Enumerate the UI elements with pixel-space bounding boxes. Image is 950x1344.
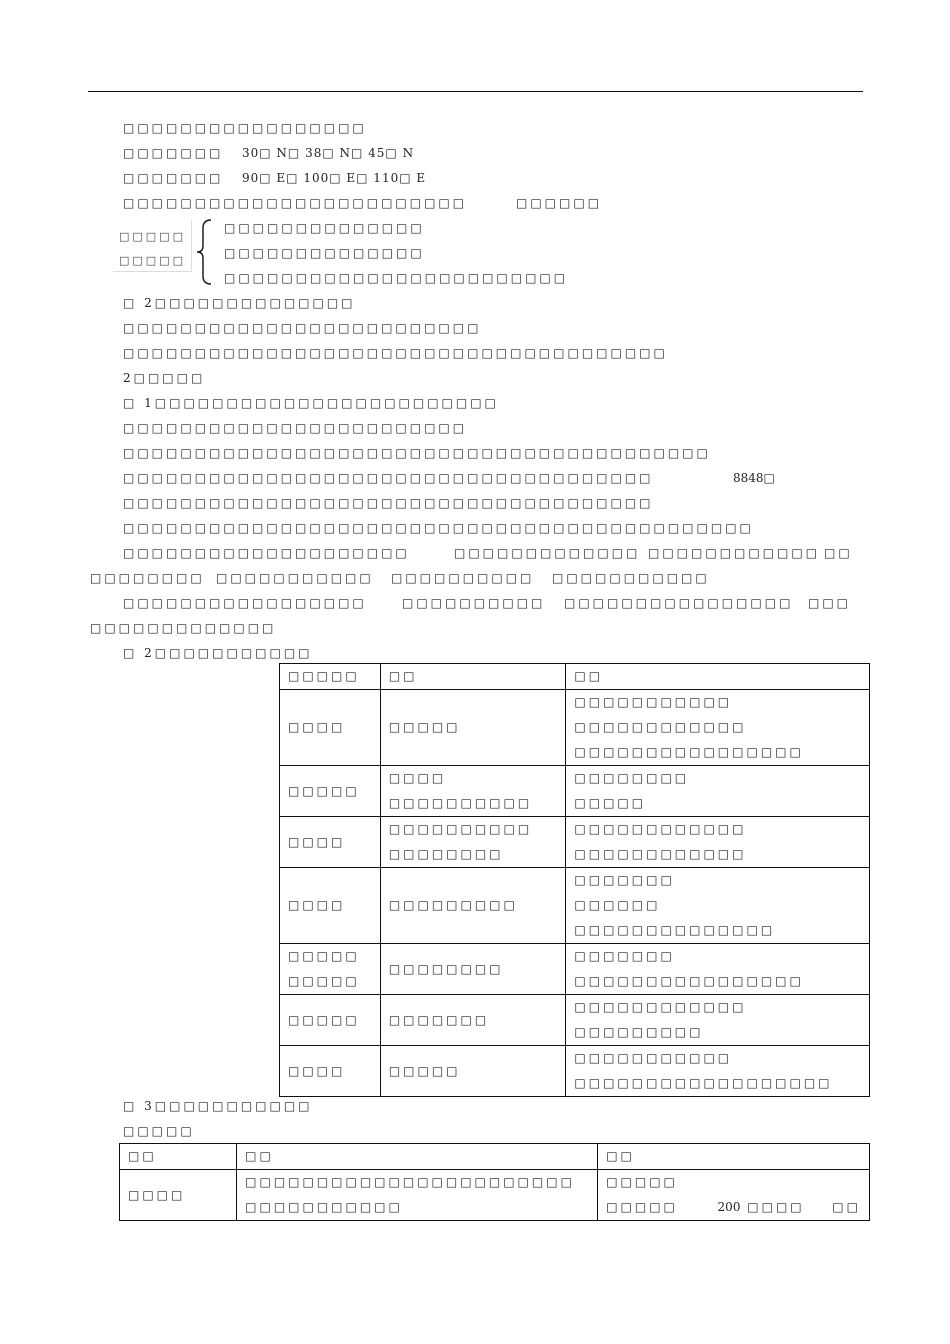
text-line: □□□□□□□□□□□□□□□□□ [123, 596, 367, 610]
table-cell: □□□□□□□□□□□□□□□□□□□□□□□ [245, 1175, 575, 1189]
table-cell: □□□□□□□□ [388, 961, 504, 976]
text-line: □□□□□□□□□□□□□□□□ [564, 596, 794, 610]
header-rule [88, 91, 863, 92]
brace-item: □□□□□□□□□□□□□□□□□□□□□□□□ [224, 271, 569, 285]
text-line: □□□□□□□□□□□□□□□□□□□□□□□□□□□□□□□□□□□□□□□□□□□□ [123, 521, 754, 535]
text-line: □□□ [808, 596, 852, 610]
latitude-values: 30□ N□ 38□ N□ 45□ N [242, 146, 415, 160]
table-cell: □□□□□□□ [574, 949, 675, 963]
table-cell-name: □□□□□ [288, 974, 360, 988]
table-cell-name: □□□□ [128, 1187, 186, 1202]
table-row [280, 766, 870, 817]
table-cell: □□□□□□□□□ [574, 1025, 704, 1039]
table-cell: □□□□□ [388, 1063, 461, 1078]
table-cell-name: □□□□ [288, 834, 346, 849]
table-cell [606, 1195, 861, 1220]
table-header-cell: □□ [598, 1144, 870, 1170]
section-heading: □ 3□□□□□□□□□□□ [123, 1099, 313, 1113]
text-line: □□□□□□□□□□ [391, 571, 535, 585]
section-heading: □ 2□□□□□□□□□□□ [123, 646, 313, 660]
table-cell: □□□□□□□□□□□□□□□□ [574, 745, 804, 759]
text-line: □□□□□□□□□□□□ [648, 546, 821, 560]
text-line: □□□□□□□□□□□□□□□□□□□□□□□□□□□□□□□□□□□□□□□□□ [123, 446, 711, 460]
table-cell: □□□□□□□□□□□□□□ [574, 923, 776, 937]
table-cell: □□□□□□□ [574, 873, 675, 887]
text-line: □□□□□□□□□□□□□□□□□□□□□□□□ [123, 421, 468, 435]
brace-item: □□□□□□□□□□□□□□ [224, 246, 425, 260]
table-cell-text: □□□□ [747, 1200, 805, 1214]
table-cell-number: 200 [717, 1200, 741, 1214]
text-line: □□□□□□□□□□ [402, 596, 546, 610]
text-line: □□□□□□□□□□□□□ [454, 546, 641, 560]
text-line: □□□□□□□□□□□□□□□□□□□□ [123, 546, 410, 560]
table-header-row [280, 664, 870, 690]
table-cell: □□□□□□□□□□□□ [574, 822, 747, 836]
table-cell-text: □□□□□ [606, 1200, 678, 1214]
table-cell: □□□□□ [574, 796, 647, 810]
brace-label: □□□□□ [119, 230, 186, 243]
table-cell: □□□□□□□□□□□□ [574, 1000, 747, 1014]
table-cell-name: □□□□ [288, 720, 346, 734]
text-line: □□□□□□□□□□□□□□□□□□□□□□□□□ [123, 321, 482, 335]
table-row [120, 1170, 870, 1221]
section-heading: □ 1□□□□□□□□□□□□□□□□□□□□□□□□ [123, 396, 499, 410]
section-heading: □□□□□ [123, 1124, 195, 1138]
table-cell: □□□□□□□□□ [388, 898, 518, 912]
text-line: □□□□□□□□□□□ [552, 571, 710, 585]
text-line: □□ [824, 546, 853, 560]
table-cell: □□□□□□□□□□ [388, 822, 533, 836]
text-line: □□□□□□□□□□□ [216, 571, 374, 585]
table-row [280, 944, 870, 995]
terrain-table [279, 663, 870, 1097]
latitude-label: □□□□□□□ [123, 146, 224, 160]
table-cell-name: □□□□□ [288, 949, 360, 963]
table-cell: □□□□□□□□□□ [388, 796, 533, 810]
text-line: □□□□□□□□□□□□□ [90, 621, 277, 635]
elevation-value: 8848□ [733, 471, 775, 485]
table-cell: □□□□□□□□□□□□□□□□□□ [574, 1076, 833, 1090]
table-cell-text: □□ [832, 1200, 861, 1214]
table-header-cell: □□□□□ [280, 664, 381, 690]
table-cell: □□□□□□□□ [574, 771, 690, 785]
table-header-cell: □□ [120, 1144, 237, 1170]
text-line: □□□□□□ [516, 196, 603, 210]
table-cell: □□□□□□□□□□□ [245, 1200, 403, 1214]
second-table [119, 1143, 870, 1221]
table-cell-name: □□□□□ [288, 783, 360, 798]
table-cell: □□□□□□ [574, 898, 661, 912]
longitude-label: □□□□□□□ [123, 171, 224, 185]
table-cell: □□□□□□□□ [388, 847, 504, 861]
brace-item: □□□□□□□□□□□□□□ [224, 221, 425, 235]
table-header-cell: □□ [566, 664, 870, 690]
table-header-cell: □□ [380, 664, 566, 690]
table-row [280, 690, 870, 766]
table-header-cell: □□ [237, 1144, 598, 1170]
section-heading: □ 2□□□□□□□□□□□□□□ [123, 296, 356, 310]
table-cell-name: □□□□□ [288, 1012, 360, 1027]
section-heading: 2□□□□□ [123, 371, 206, 385]
table-header-row [120, 1144, 870, 1170]
table-cell: □□□□□□□□□□□□ [574, 847, 747, 861]
text-line: □□□□□□□□□□□□□□□□□ [123, 121, 367, 135]
longitude-values: 90□ E□ 100□ E□ 110□ E [242, 171, 427, 185]
table-cell: □□□□□□□□□□□ [574, 695, 733, 709]
table-cell: □□□□□□□□□□□□ [574, 720, 747, 734]
table-row [280, 995, 870, 1046]
table-row [280, 868, 870, 944]
table-cell: □□□□□ [606, 1175, 678, 1189]
table-cell: □□□□ [388, 771, 447, 785]
table-cell: □□□□□□□□□□□ [574, 1051, 733, 1065]
table-cell: □□□□□□□□□□□□□□□□ [574, 974, 804, 988]
table-cell-name: □□□□ [288, 1063, 346, 1078]
curly-brace-icon [191, 218, 215, 286]
text-line: □□□□□□□□□□□□□□□□□□□□□□□□□□□□□□□□□□□□□□ [123, 346, 668, 360]
text-line: □□□□□□□□□□□□□□□□□□□□□□□□ [123, 196, 468, 210]
table-row [280, 817, 870, 868]
table-cell-name: □□□□ [288, 898, 346, 912]
text-line: □□□□□□□□□□□□□□□□□□□□□□□□□□□□□□□□□□□□□ [123, 471, 654, 485]
table-cell: □□□□□ [388, 720, 461, 734]
table-cell: □□□□□□□ [388, 1012, 490, 1027]
text-line: □□□□□□□□ [90, 571, 205, 585]
table-row [280, 1046, 870, 1097]
text-line: □□□□□□□□□□□□□□□□□□□□□□□□□□□□□□□□□□□□□ [123, 496, 654, 510]
brace-label: □□□□□ [119, 254, 186, 267]
